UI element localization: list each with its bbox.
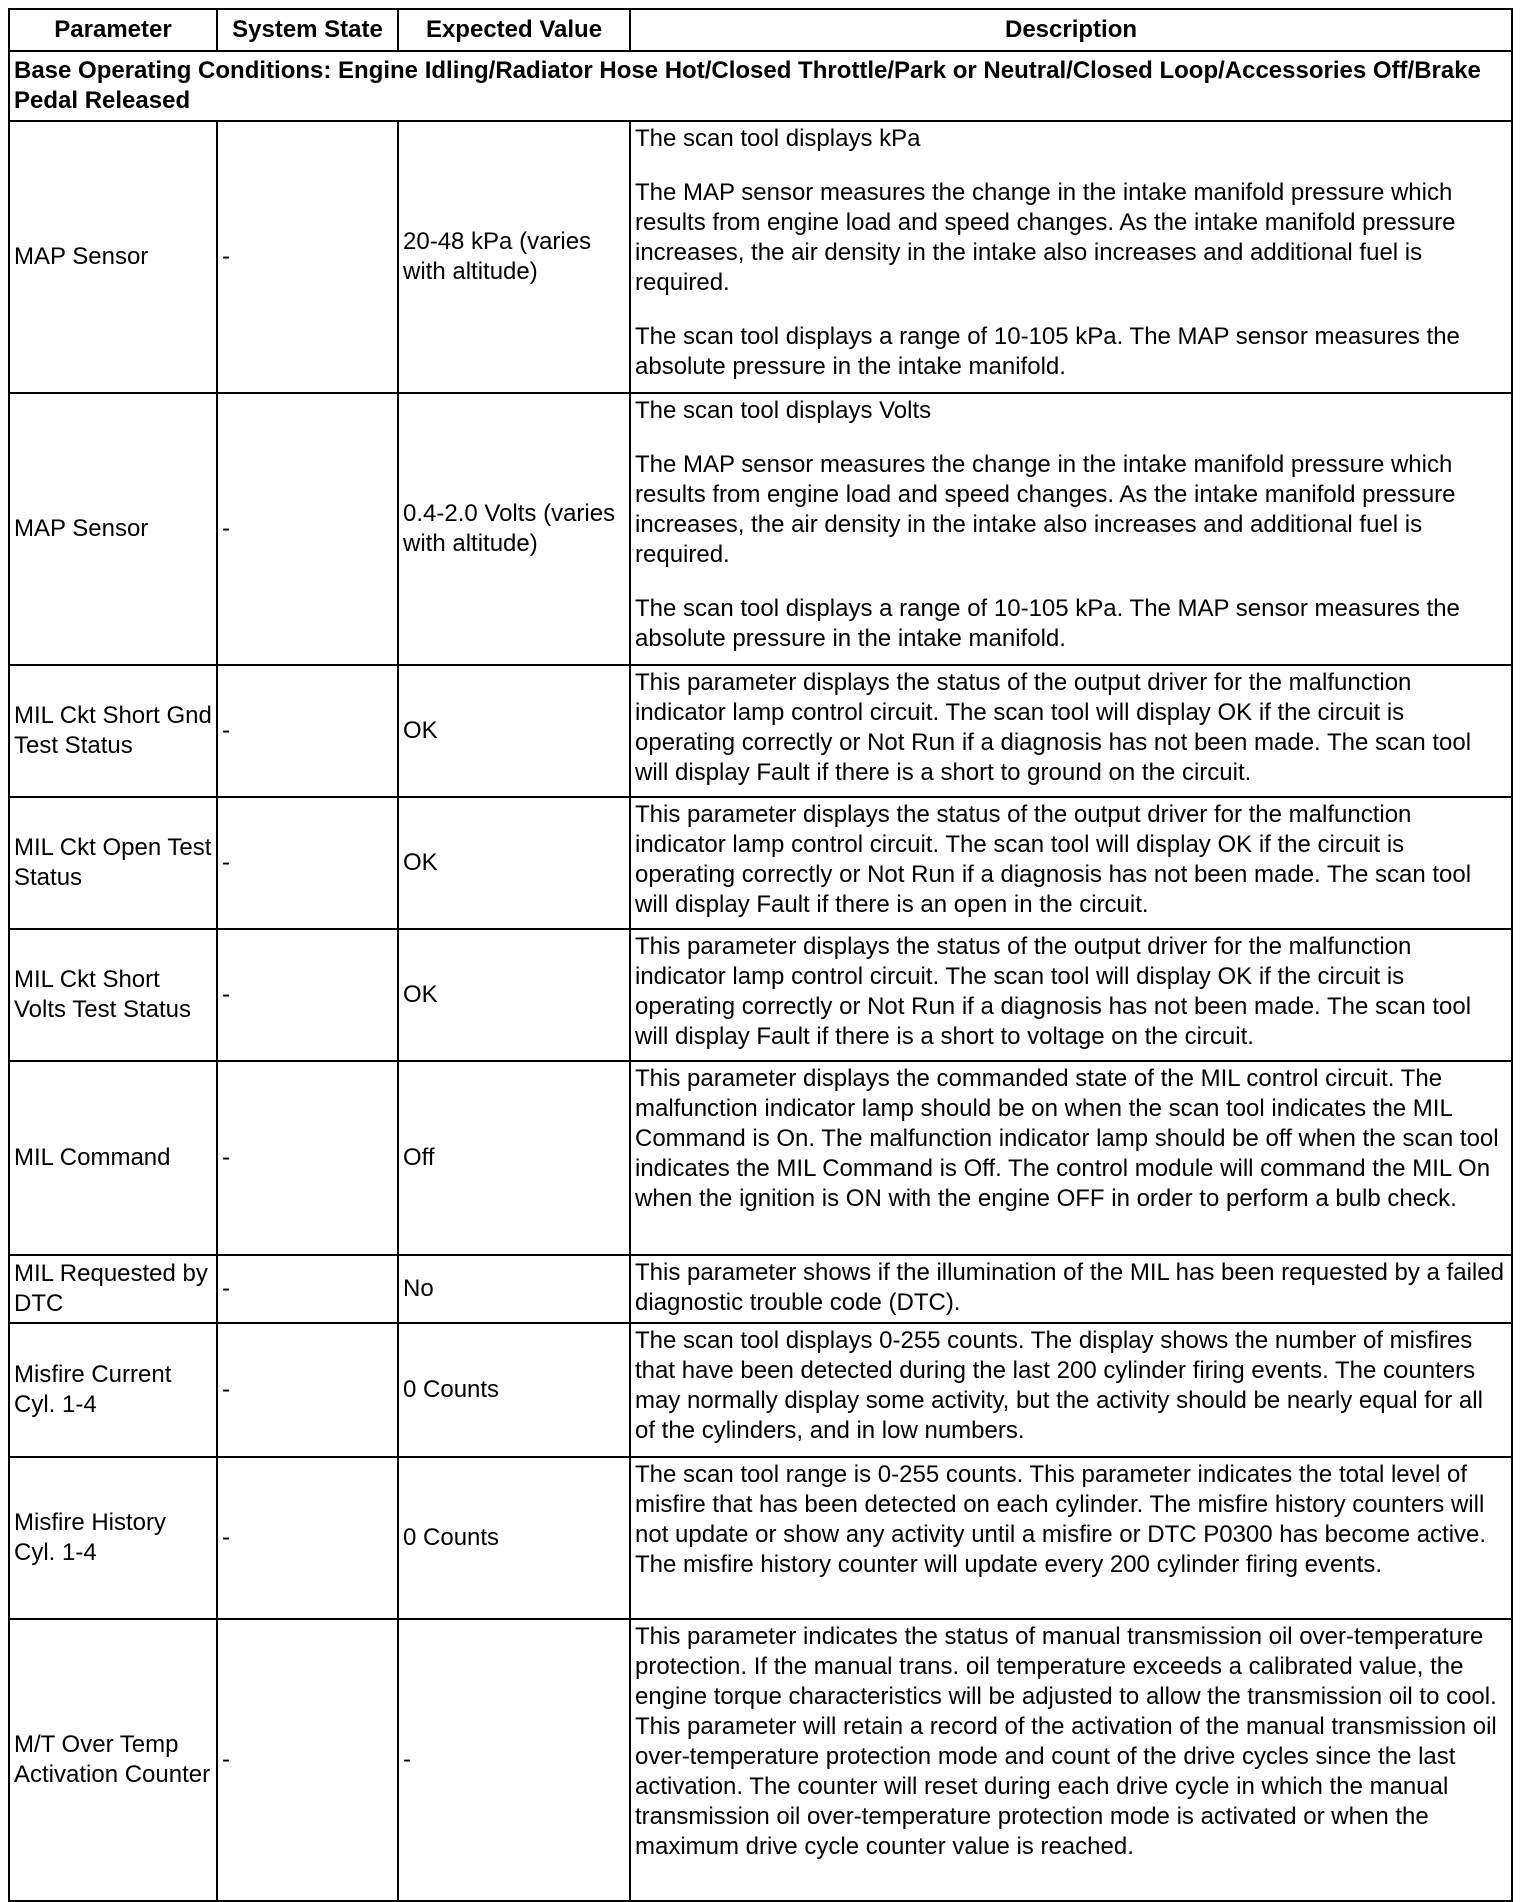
- description-cell: [630, 1619, 1512, 1901]
- base-operating-conditions: Base Operating Conditions: Engine Idling/Radiator Hose Hot/Closed Throttle/Park or Neutral/Closed Loop/Accessories Off/Brake Pedal Released: [9, 51, 1512, 121]
- description-paragraph: This parameter displays the commanded state of the MIL control circuit. The malfunction indicator lamp should be on when the scan tool indicates the MIL Command is On. The malfunction indicator lamp should be off when the scan tool indicates the MIL Command is Off. The control module will command the MIL On when the ignition is ON with the engine OFF in order to perform a bulb check.: [635, 1065, 1499, 1212]
- table-row: [9, 1255, 1512, 1323]
- table-row: [9, 1323, 1512, 1457]
- description-paragraph: This parameter indicates the status of manual transmission oil over-temperature protection. If the manual trans. oil temperature exceeds a calibrated value, the engine torque characteristics will be adjusted to allow the transmission oil to cool. This parameter will retain a record of the activation of the manual transmission oil over-temperature protection mode and count of the drive cycles since the last activation. The counter will reset during each drive cycle in which the manual transmission oil over-temperature protection mode is activated or when the maximum drive cycle counter value is reached.: [635, 1623, 1497, 1860]
- expected-value-cell: 0.4-2.0 Volts (varies with altitude): [398, 393, 630, 665]
- description-cell: [630, 1255, 1512, 1323]
- description-paragraph: This parameter displays the status of the output driver for the malfunction indicator lamp control circuit. The scan tool will display OK if the circuit is operating correctly or Not Run if a diagnosis has not been made. The scan tool will display Fault if there is a short to voltage on the circuit.: [635, 933, 1472, 1050]
- expected-value-cell: -: [398, 1619, 630, 1901]
- description-cell: [630, 121, 1512, 393]
- description-cell: [630, 1323, 1512, 1457]
- description-cell: [630, 929, 1512, 1061]
- parameter-cell: MIL Ckt Open Test Status: [9, 797, 217, 929]
- table-row: [9, 1619, 1512, 1901]
- system-state-cell: -: [217, 797, 398, 929]
- expected-value-cell: 0 Counts: [398, 1457, 630, 1619]
- description-cell: [630, 665, 1512, 797]
- system-state-cell: -: [217, 1457, 398, 1619]
- description-cell: [630, 1061, 1512, 1255]
- description-cell: [630, 393, 1512, 665]
- parameter-cell: MIL Command: [9, 1061, 217, 1255]
- parameter-table: [8, 8, 1513, 1902]
- header-expected-value: Expected Value: [398, 9, 630, 51]
- parameter-cell: MIL Ckt Short Volts Test Status: [9, 929, 217, 1061]
- condition-row: [9, 51, 1512, 121]
- header-row: [9, 9, 1512, 51]
- expected-value-cell: Off: [398, 1061, 630, 1255]
- description-paragraph: The scan tool displays a range of 10-105 kPa. The MAP sensor measures the absolute pressure in the intake manifold.: [635, 323, 1460, 380]
- parameter-cell: Misfire History Cyl. 1-4: [9, 1457, 217, 1619]
- header-parameter: Parameter: [9, 9, 217, 51]
- description-paragraph: The scan tool displays 0-255 counts. The display shows the number of misfires that have been detected during the last 200 cylinder firing events. The counters may normally display some activity, but the activity should be nearly equal for all of the cylinders, and in low numbers.: [635, 1327, 1483, 1444]
- description-paragraph: This parameter displays the status of the output driver for the malfunction indicator lamp control circuit. The scan tool will display OK if the circuit is operating correctly or Not Run if a diagnosis has not been made. The scan tool will display Fault if there is a short to ground on the circuit.: [635, 669, 1472, 786]
- description-cell: [630, 1457, 1512, 1619]
- table-row: [9, 929, 1512, 1061]
- table-row: [9, 1457, 1512, 1619]
- expected-value-cell: 0 Counts: [398, 1323, 630, 1457]
- description-paragraph: The scan tool range is 0-255 counts. This parameter indicates the total level of misfire that has been detected on each cylinder. The misfire history counters will not update or show any activity until a misfire or DTC P0300 has become active. The misfire history counter will update every 200 cylinder firing events.: [635, 1461, 1487, 1578]
- expected-value-cell: OK: [398, 929, 630, 1061]
- parameter-cell: MIL Requested by DTC: [9, 1255, 217, 1323]
- parameter-cell: Misfire Current Cyl. 1-4: [9, 1323, 217, 1457]
- parameter-cell: MAP Sensor: [9, 393, 217, 665]
- description-paragraph: The MAP sensor measures the change in the intake manifold pressure which results from engine load and speed changes. As the intake manifold pressure increases, the air density in the intake also increases and additional fuel is required.: [635, 179, 1456, 296]
- table-row: [9, 665, 1512, 797]
- system-state-cell: -: [217, 1323, 398, 1457]
- description-paragraph: The scan tool displays kPa: [635, 125, 921, 152]
- expected-value-cell: OK: [398, 665, 630, 797]
- table-row: [9, 393, 1512, 665]
- header-description: Description: [630, 9, 1512, 51]
- system-state-cell: -: [217, 393, 398, 665]
- table-row: [9, 121, 1512, 393]
- system-state-cell: -: [217, 1255, 398, 1323]
- system-state-cell: -: [217, 665, 398, 797]
- table-row: [9, 797, 1512, 929]
- system-state-cell: -: [217, 1061, 398, 1255]
- description-paragraph: The scan tool displays Volts: [635, 397, 932, 424]
- expected-value-cell: OK: [398, 797, 630, 929]
- description-paragraph: This parameter displays the status of the output driver for the malfunction indicator lamp control circuit. The scan tool will display OK if the circuit is operating correctly or Not Run if a diagnosis has not been made. The scan tool will display Fault if there is an open in the circuit.: [635, 801, 1472, 918]
- parameter-cell: MAP Sensor: [9, 121, 217, 393]
- description-paragraph: The scan tool displays a range of 10-105 kPa. The MAP sensor measures the absolute pressure in the intake manifold.: [635, 595, 1460, 652]
- system-state-cell: -: [217, 929, 398, 1061]
- parameter-cell: M/T Over Temp Activation Counter: [9, 1619, 217, 1901]
- system-state-cell: -: [217, 1619, 398, 1901]
- header-system-state: System State: [217, 9, 398, 51]
- description-paragraph: The MAP sensor measures the change in the intake manifold pressure which results from engine load and speed changes. As the intake manifold pressure increases, the air density in the intake also increases and additional fuel is required.: [635, 451, 1456, 568]
- system-state-cell: -: [217, 121, 398, 393]
- description-paragraph: This parameter shows if the illumination of the MIL has been requested by a failed diagnostic trouble code (DTC).: [635, 1259, 1504, 1316]
- table-row: [9, 1061, 1512, 1255]
- parameter-cell: MIL Ckt Short Gnd Test Status: [9, 665, 217, 797]
- expected-value-cell: 20-48 kPa (varies with altitude): [398, 121, 630, 393]
- expected-value-cell: No: [398, 1255, 630, 1323]
- description-cell: [630, 797, 1512, 929]
